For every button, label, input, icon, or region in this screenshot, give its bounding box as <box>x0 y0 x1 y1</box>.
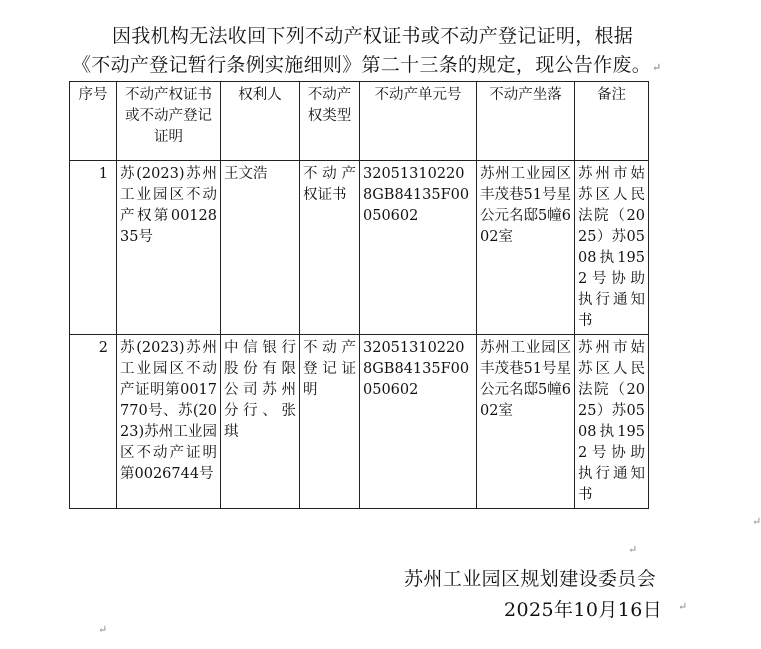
header-remark: 备注 <box>575 82 649 161</box>
table-header-row <box>70 82 649 161</box>
row-remark: 苏州市姑苏区人民法院（2025）苏0508执1952号协助执行通知书 <box>575 335 649 509</box>
row-location: 苏州工业园区丰茂巷51号星公元名邸5幢602室 <box>477 335 575 509</box>
notice-paragraph <box>72 22 702 82</box>
table-row <box>70 335 649 509</box>
row-index: 1 <box>70 161 117 335</box>
row-certificate: 苏(2023)苏州工业园区不动产证明第0017770号、苏(2023)苏州工业园区不动产证明第0026744号 <box>117 335 221 509</box>
header-unit-number: 不动产单元号 <box>360 82 477 161</box>
header-location: 不动产坐落 <box>477 82 575 161</box>
paragraph-mark-icon: ↵ <box>628 543 638 556</box>
row-owner: 王文浩 <box>221 161 300 335</box>
issue-date: 2025年10月16日 <box>504 599 663 621</box>
row-certificate: 苏(2023)苏州工业园区不动产权第0012835号 <box>117 161 221 335</box>
table-row <box>70 161 649 335</box>
paragraph-mark-icon: ↵ <box>98 623 108 636</box>
header-right-type: 不动产权类型 <box>300 82 360 161</box>
header-index: 序号 <box>70 82 117 161</box>
paragraph-mark-icon: ↵ <box>678 600 688 613</box>
notice-line-2: 《不动产登记暂行条例实施细则》第二十三条的规定，现公告作废。 <box>72 54 652 76</box>
issuing-organization: 苏州工业园区规划建设委员会 <box>404 568 657 590</box>
paragraph-mark-icon: ↵ <box>752 515 761 528</box>
notice-line-1: 因我机构无法收回下列不动产权证书或不动产登记证明，根据 <box>112 25 634 47</box>
row-index: 2 <box>70 335 117 509</box>
header-owner: 权利人 <box>221 82 300 161</box>
row-remark: 苏州市姑苏区人民法院（2025）苏0508执1952号协助执行通知书 <box>575 161 649 335</box>
row-right-type: 不动产权证书 <box>300 161 360 335</box>
row-owner: 中信银行股份有限公司苏州分行、张琪 <box>221 335 300 509</box>
row-location: 苏州工业园区丰茂巷51号星公元名邸5幢602室 <box>477 161 575 335</box>
header-certificate: 不动产权证书或不动产登记证明 <box>117 82 221 161</box>
row-unit-number: 320513102208GB84135F00050602 <box>360 335 477 509</box>
void-certificates-table <box>69 81 649 509</box>
row-right-type: 不动产登记证明 <box>300 335 360 509</box>
paragraph-mark-icon: ↵ <box>652 61 662 74</box>
row-unit-number: 320513102208GB84135F00050602 <box>360 161 477 335</box>
